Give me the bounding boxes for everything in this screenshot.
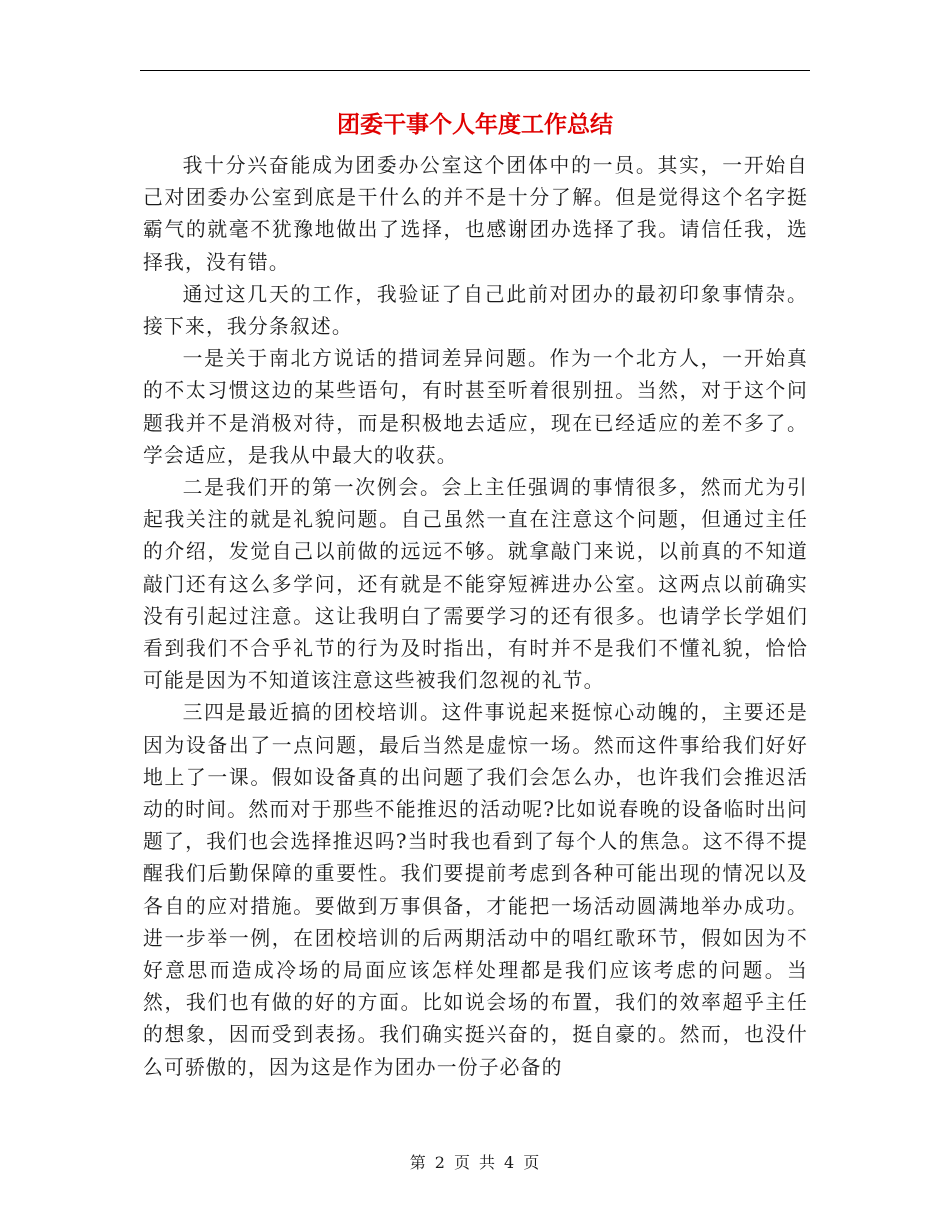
document-title: 团委干事个人年度工作总结 <box>337 112 613 138</box>
paragraph-point-three-four: 三四是最近搞的团校培训。这件事说起来挺惊心动魄的，主要还是因为设备出了一点问题，最后当然是虚惊一场。然而这件事给我们好好地上了一课。假如设备真的出问题了我们会怎么办，也许我们会推迟活动的时间。然而对于那些不能推迟的活动呢?比如说春晚的设备临时出问题了，我们也会选择推迟吗?当时我也看到了每个人的焦急。这不得不提醒我们后勤保障的重要性。我们要提前考虑到各种可能出现的情况以及各自的应对措施。要做到万事俱备，才能把一场活动圆满地举办成功。进一步举一例，在团校培训的后两期活动中的唱红歌环节，假如因为不好意思而造成冷场的局面应该怎样处理都是我们应该考虑的问题。当然，我们也有做的好的方面。比如说会场的布置，我们的效率超乎主任的想象，因而受到表扬。我们确实挺兴奋的，挺自豪的。然而，也没什么可骄傲的，因为这是作为团办一份子必备的 <box>143 701 808 1079</box>
footer-total-unit: 页 <box>523 1153 541 1172</box>
document-body <box>143 150 808 1084</box>
paragraph-point-one: 一是关于南北方说话的措词差异问题。作为一个北方人，一开始真的不太习惯这边的某些语句，有时甚至听着很别扭。当然，对于这个问题我并不是消极对待，而是积极地去适应，现在已经适应的差不多了。学会适应，是我从中最大的收获。 <box>143 347 808 467</box>
page-footer <box>0 1152 950 1174</box>
header-rule <box>140 70 810 71</box>
paragraph-point-two: 二是我们开的第一次例会。会上主任强调的事情很多，然而尤为引起我关注的就是礼貌问题。自己虽然一直在注意这个问题，但通过主任的介绍，发觉自己以前做的远远不够。就拿敲门来说，以前真的不知道敲门还有这么多学问，还有就是不能穿短裤进办公室。这两点以前确实没有引起过注意。这让我明白了需要学习的还有很多。也请学长学姐们看到我们不合乎礼节的行为及时指出，有时并不是我们不懂礼貌，恰恰可能是因为不知道该注意这些被我们忽视的礼节。 <box>143 476 808 693</box>
footer-page-number: 2 <box>434 1153 446 1172</box>
paragraph-intro: 我十分兴奋能成为团委办公室这个团体中的一员。其实，一开始自己对团委办公室到底是干什么的并不是十分了解。但是觉得这个名字挺霸气的就毫不犹豫地做出了选择，也感谢团办选择了我。请信任我，选择我，没有错。 <box>143 154 808 274</box>
footer-total-pages: 4 <box>504 1153 516 1172</box>
footer-total-prefix: 共 <box>479 1153 497 1172</box>
paragraph-overview: 通过这几天的工作，我验证了自己此前对团办的最初印象事情杂。接下来，我分条叙述。 <box>143 282 808 339</box>
footer-page-unit: 页 <box>453 1153 471 1172</box>
footer-page-prefix: 第 <box>409 1153 427 1172</box>
